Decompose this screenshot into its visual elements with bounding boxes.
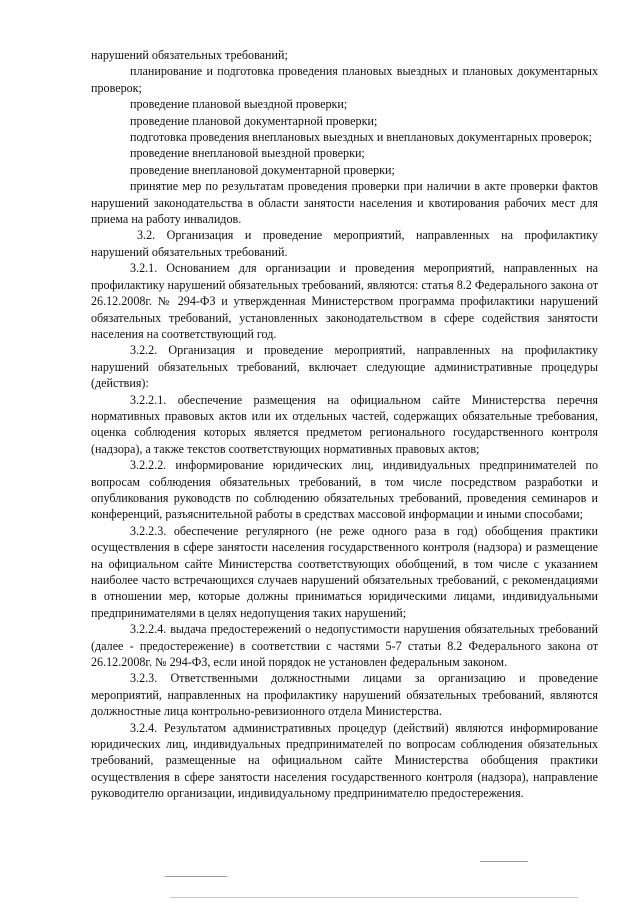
paragraph: 3.2.2.1. обеспечение размещения на официальном сайте Министерства перечня нормативных правовых актов или их отдельных частей, содержащих обязательные требования, оценка соблюдения которых является предметом регионального государственного контроля (надзора), а также текстов соответствующих нормативных правовых актов; — [91, 392, 598, 456]
paragraph: проведение внеплановой документарной проверки; — [130, 162, 395, 177]
paragraph: проведение плановой документарной проверки; — [130, 113, 378, 128]
paragraph: 3.2.4. Результатом административных процедур (действий) являются информирование юридических лиц, индивидуальных предпринимателей по вопросам соблюдения обязательных требований, размещенные на официальном сайте Министерства обобщения практики осуществления в сфере занятости населения государственного контроля (надзора), направление руководителю организации, индивидуальному предпринимателю предостережения. — [91, 720, 598, 801]
scan-mark-line — [170, 897, 578, 898]
section-heading: 3.2. Организация и проведение мероприятий, направленных на профилактику нарушений обязательных требований. — [91, 228, 598, 259]
document-body — [91, 47, 598, 802]
paragraph: проведение плановой выездной проверки; — [130, 97, 348, 112]
scan-mark-line — [165, 876, 227, 877]
paragraph: планирование и подготовка проведения плановых выездных и плановых документарных проверок; — [91, 64, 598, 95]
paragraph: 3.2.2.3. обеспечение регулярного (не реже одного раза в год) обобщения практики осуществления в сфере занятости населения государственного контроля (надзора) и размещение на официальном сайте Министерства соответствующих обобщений, в том числе с указанием наиболее часто встречающихся случаев нарушений обязательных требований, с рекомендациями в отношении мер, которые должны приниматься юридическими лицами, индивидуальными предпринимателями в целях недопущения таких нарушений; — [91, 523, 598, 620]
paragraph: 3.2.2. Организация и проведение мероприятий, направленных на профилактику нарушений обязательных требований, включает следующие административные процедуры (действия): — [91, 343, 598, 391]
paragraph: проведение внеплановой выездной проверки; — [130, 146, 365, 161]
paragraph: подготовка проведения внеплановых выездных и внеплановых документарных проверок; — [130, 130, 592, 145]
paragraph: принятие мер по результатам проведения проверки при наличии в акте проверки фактов нарушений законодательства в области занятости населения и квотирования рабочих мест для приема на работу инвалидов. — [91, 179, 598, 227]
paragraph: 3.2.3. Ответственными должностными лицами за организацию и проведение мероприятий, направленных на профилактику нарушений обязательных требований, являются должностные лица контрольно-ревизионного отдела Министерства. — [91, 671, 598, 719]
paragraph: 3.2.2.4. выдача предостережений о недопустимости нарушения обязательных требований (далее - предостережение) в соответствии с частями 5-7 статьи 8.2 Федерального закона от 26.12.2008г. № 294-ФЗ, если иной порядок не установлен федеральным законом. — [91, 622, 598, 670]
paragraph: нарушений обязательных требований; — [91, 48, 288, 62]
paragraph: 3.2.2.2. информирование юридических лиц, индивидуальных предпринимателей по вопросам соблюдения обязательных требований, в том числе посредством разработки и опубликования руководств по соблюдению обязательных требований, проведения семинаров и конференций, разъяснительной работы в средствах массовой информации и иными способами; — [91, 458, 598, 522]
scan-mark-line — [480, 861, 528, 862]
paragraph: 3.2.1. Основанием для организации и проведения мероприятий, направленных на профилактику нарушений обязательных требований, являются: статья 8.2 Федерального закона от 26.12.2008г. № 294-ФЗ и утвержденная Министерством программа профилактики нарушений обязательных требований, установленных законодательством в сфере содействия занятости населения на соответствующий год. — [91, 261, 598, 341]
